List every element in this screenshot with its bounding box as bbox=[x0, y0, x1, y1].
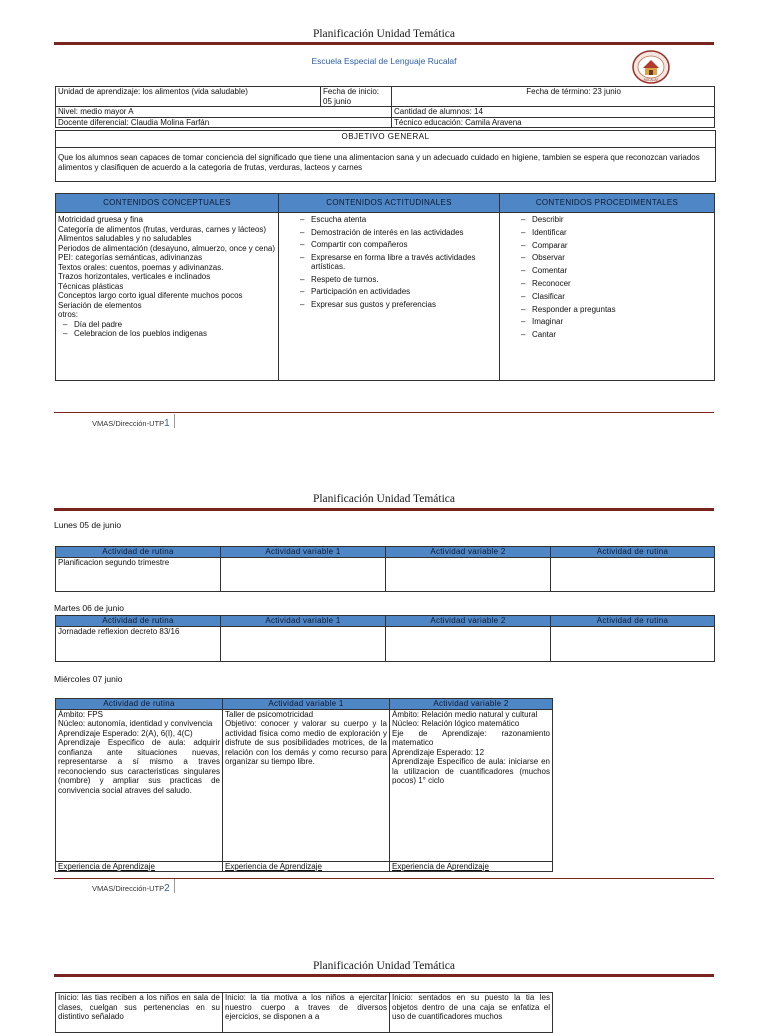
col-variable-2: Actividad variable 2 bbox=[390, 699, 553, 710]
footer bbox=[92, 418, 170, 429]
col-rutina: Actividad de rutina bbox=[56, 547, 221, 558]
aprendizaje-esperado: Aprendizaje Esperado: 12 bbox=[392, 747, 485, 757]
actitudinal-item: – Compartir con compañeros bbox=[311, 240, 497, 250]
title-rule bbox=[54, 974, 714, 977]
col-variable-1: Actividad variable 1 bbox=[223, 699, 390, 710]
lunes-table bbox=[55, 546, 715, 592]
col-rutina: Actividad de rutina bbox=[551, 547, 715, 558]
ambito: Ámbito: FPS bbox=[58, 709, 103, 719]
unidad-cell: Unidad de aprendizaje: los alimentos (vida saludable) bbox=[56, 87, 321, 107]
day-label-lunes: Lunes 05 de junio bbox=[54, 520, 122, 530]
objetivo: Objetivo: conocer y valorar su cuerpo y la actividad física como medio de exploración y disfrute de sus posibilidades motrices, de la relación con los demás y como recurso para organizar su tiempo libre. bbox=[225, 719, 387, 766]
experiencia-label: Experiencia de Aprendizaje bbox=[390, 861, 553, 872]
procedimental-item: – Identificar bbox=[532, 228, 712, 238]
procedimental-item: – Comentar bbox=[532, 266, 712, 276]
page-number: 2 bbox=[164, 883, 170, 894]
school-logo bbox=[632, 50, 670, 84]
miercoles-rutina bbox=[56, 709, 223, 861]
empty-cell bbox=[221, 557, 386, 591]
conceptual-item: Técnicas plásticas bbox=[58, 281, 124, 291]
conceptual-item: Textos orales: cuentos, poemas y adivinanzas. bbox=[58, 262, 224, 272]
footer-rule bbox=[54, 412, 714, 413]
conceptual-item: Categoría de alimentos (frutas, verduras, carnes y lácteos) bbox=[58, 224, 267, 234]
footer bbox=[92, 883, 170, 894]
actitudinal-item: – Participación en actividades bbox=[311, 287, 497, 297]
footer-label: VMAS/Dirección-UTP bbox=[92, 884, 165, 893]
martes-rutina: Jornadade reflexion decreto 83/16 bbox=[56, 626, 221, 661]
page-number: 1 bbox=[164, 418, 170, 429]
title-rule bbox=[54, 508, 714, 511]
col-variable-2: Actividad variable 2 bbox=[386, 547, 551, 558]
school-name: Escuela Especial de Lenguaje Rucalaf bbox=[311, 56, 457, 66]
objetivo-heading: OBJETIVO GENERAL bbox=[56, 131, 715, 148]
empty-cell bbox=[551, 557, 715, 591]
procedimental-item: – Clasificar bbox=[532, 292, 712, 302]
page-title: Planificación Unidad Temática bbox=[312, 493, 456, 505]
header-table bbox=[55, 86, 715, 128]
aprendizaje-esperado: Aprendizaje Esperado: 2(A), 6(I), 4(C) bbox=[58, 728, 193, 738]
aprendizaje-especifico: Aprendizaje Especifico de aula: iniciarse en la utilizacion de cuantificadores (muchos pocos) 1° ciclo bbox=[392, 757, 550, 785]
empty-cell bbox=[386, 557, 551, 591]
nucleo: Núcleo: Relación lógico matemático bbox=[392, 719, 520, 728]
conceptual-item: PEI: categorías semánticas, adivinanzas bbox=[58, 253, 203, 262]
page3-table bbox=[55, 992, 553, 1033]
procedimental-item: – Imaginar bbox=[532, 317, 712, 327]
h-procedimentales: CONTENIDOS PROCEDIMENTALES bbox=[500, 194, 715, 213]
otros-item: – Celebracion de los pueblos indigenas bbox=[74, 329, 276, 339]
title-rule bbox=[54, 42, 714, 45]
inicio-variable-1: Inicio: la tia motiva a los niños a ejercitar nuestro cuerpo a traves de diversos ejercicios, se disponen a a bbox=[223, 993, 390, 1033]
h-actitudinales: CONTENIDOS ACTITUDINALES bbox=[279, 194, 500, 213]
procedimental-item: – Observar bbox=[532, 253, 712, 263]
conceptual-item: Periodos de alimentación (desayuno, almuerzo, once y cena) bbox=[58, 243, 276, 253]
conceptual-item: Trazos horizontales, verticales e inclinados bbox=[58, 272, 211, 281]
actitudinal-item: – Respeto de turnos. bbox=[311, 275, 497, 285]
actitudinal-item: – Demostración de interés en las actividades bbox=[311, 228, 497, 238]
col-variable-1: Actividad variable 1 bbox=[221, 547, 386, 558]
fecha-termino: Fecha de término: 23 junio bbox=[526, 87, 621, 96]
actitudinales-cell bbox=[279, 213, 500, 381]
lunes-rutina: Planificacion segundo trimestre bbox=[56, 557, 221, 591]
procedimental-item: – Describir bbox=[532, 215, 712, 225]
conceptual-item: Alimentos saludables y no saludables bbox=[58, 234, 192, 243]
conceptual-item: Seriación de elementos bbox=[58, 300, 142, 310]
objetivo-text: Que los alumnos sean capaces de tomar conciencia del significado que tiene una alimentacion sana y un adecuado cuidado en higiene, tambien se espera que reconozcan variados alimentos y clasifiquen de acuerdo a la categoria de frutas, verduras, lacteos y carnes bbox=[58, 153, 700, 172]
martes-table bbox=[55, 615, 715, 662]
footer-label: VMAS/Dirección-UTP bbox=[92, 419, 165, 428]
eje: Eje de Aprendizaje: razonamiento matematico bbox=[392, 728, 550, 747]
conceptual-item: otros: bbox=[58, 310, 79, 319]
objetivo-box bbox=[55, 130, 716, 182]
contenidos-table bbox=[55, 193, 715, 381]
fecha-termino-cell bbox=[392, 87, 715, 107]
day-label-miercoles: Miércoles 07 junio bbox=[54, 674, 123, 684]
inicio-variable-2: Inicio: sentados en su puesto la tia les objetos dentro de una caja se enfatiza el uso de cuantificadores muchos bbox=[390, 993, 553, 1033]
logo-text: RUCALAF bbox=[643, 78, 659, 82]
conceptuales-cell bbox=[56, 213, 279, 381]
miercoles-table bbox=[55, 698, 553, 872]
cantidad-cell: Cantidad de alumnos: 14 bbox=[392, 107, 715, 118]
aprendizaje-especifico: Aprendizaje Especifico de aula: adquirir confianza ante situaciones nuevas, representarse a sí mismo a traves reconociendo sus caracteristicas singulares (nombre) y ampliar sus practicas de convivencia social atraves del saludo. bbox=[58, 738, 220, 795]
page-title: Planificación Unidad Temática bbox=[312, 28, 456, 40]
empty-cell bbox=[551, 626, 715, 661]
nucleo: Núcleo: autonomía, identidad y convivencia bbox=[58, 719, 213, 728]
ambito: Ámbito: Relación medio natural y cultural bbox=[392, 709, 538, 719]
procedimental-item: – Comparar bbox=[532, 241, 712, 251]
col-rutina: Actividad de rutina bbox=[551, 616, 715, 627]
experiencia-label: Experiencia de Aprendizaje bbox=[223, 861, 390, 872]
otros-item: – Día del padre bbox=[74, 320, 276, 330]
conceptual-item: Conceptos largo corto igual diferente muchos pocos bbox=[58, 291, 243, 300]
empty-cell bbox=[386, 626, 551, 661]
experiencia-label: Experiencia de Aprendizaje bbox=[56, 861, 223, 872]
col-rutina: Actividad de rutina bbox=[56, 616, 221, 627]
procedimental-item: – Cantar bbox=[532, 330, 712, 340]
taller: Taller de psicomotricidad bbox=[225, 709, 314, 719]
docente-cell: Docente diferencial: Claudia Molina Farfán bbox=[56, 117, 392, 128]
procedimentales-cell bbox=[500, 213, 715, 381]
actitudinal-item: – Expresarse en forma libre a través actividades artísticas. bbox=[311, 253, 497, 272]
col-rutina: Actividad de rutina bbox=[56, 699, 223, 710]
col-variable-2: Actividad variable 2 bbox=[386, 616, 551, 627]
page-title: Planificación Unidad Temática bbox=[312, 960, 456, 972]
miercoles-variable-2 bbox=[390, 709, 553, 861]
footer-rule bbox=[54, 878, 714, 879]
col-variable-1: Actividad variable 1 bbox=[221, 616, 386, 627]
inicio-rutina: Inicio: las tias reciben a los niños en sala de clases, cuelgan sus pertenencias en su distintivo señalado bbox=[56, 993, 223, 1033]
h-conceptuales: CONTENIDOS CONCEPTUALES bbox=[56, 194, 279, 213]
actitudinal-item: – Expresar sus gustos y preferencias bbox=[311, 300, 497, 310]
actitudinal-item: – Escucha atenta bbox=[311, 215, 497, 225]
procedimental-item: – Responder a preguntas bbox=[532, 305, 712, 315]
tecnico-cell: Técnico educación: Camila Aravena bbox=[392, 117, 715, 128]
fecha-inicio-cell: Fecha de inicio: 05 junio bbox=[321, 87, 392, 107]
conceptual-item: Motricidad gruesa y fina bbox=[58, 215, 143, 224]
day-label-martes: Martes 06 de junio bbox=[54, 603, 124, 613]
empty-cell bbox=[221, 626, 386, 661]
miercoles-variable-1 bbox=[223, 709, 390, 861]
nivel-cell: Nivel: medio mayor A bbox=[56, 107, 392, 118]
procedimental-item: – Reconocer bbox=[532, 279, 712, 289]
